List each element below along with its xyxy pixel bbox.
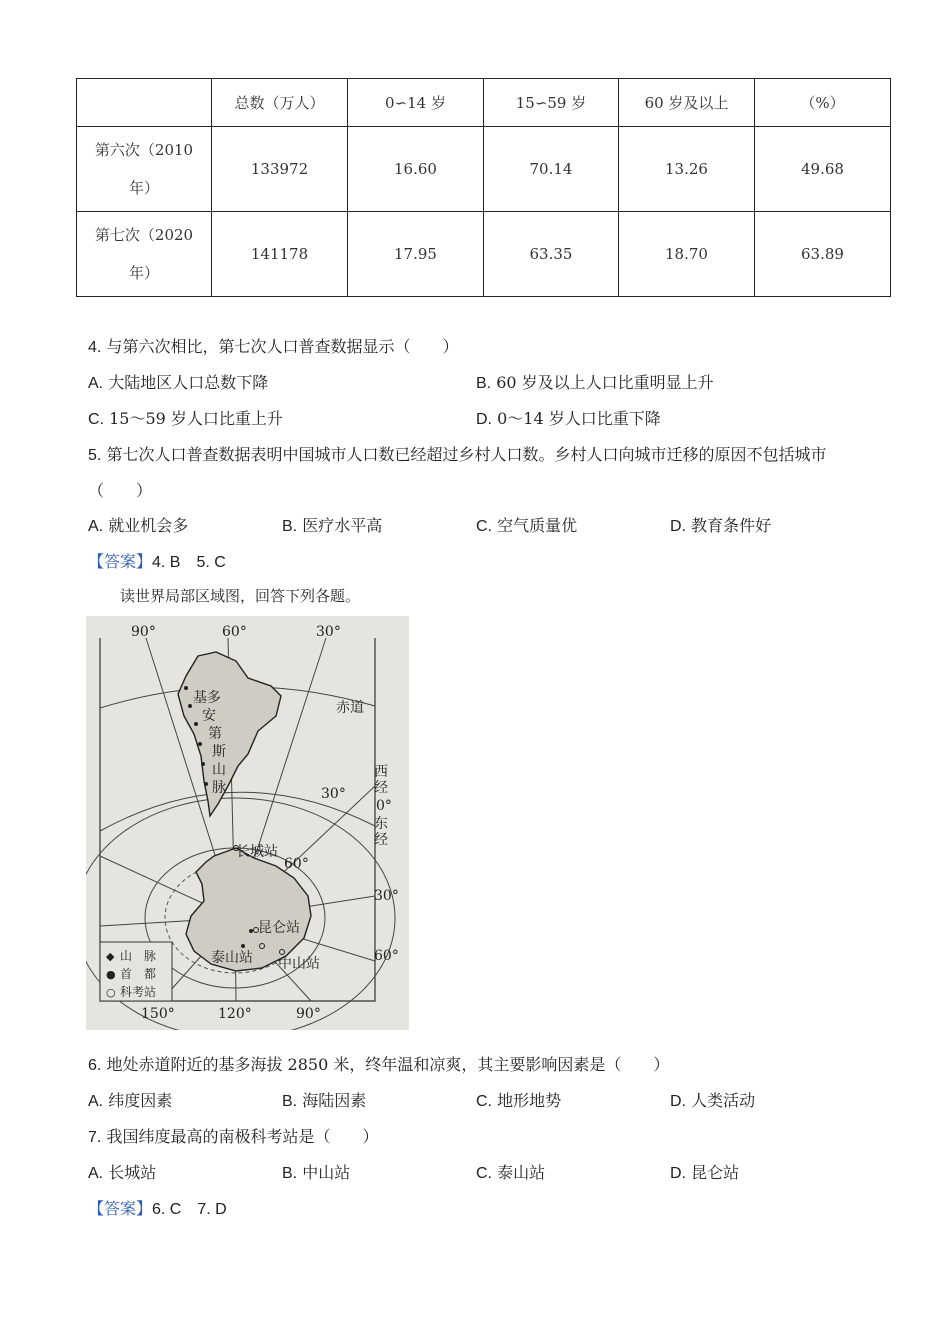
- table-row: [77, 212, 891, 297]
- table-cell: 70.14: [484, 127, 619, 212]
- table-header-row: [77, 79, 891, 127]
- legend-capital-symbol: ●: [106, 968, 116, 981]
- lat-60-label: 60°: [284, 856, 309, 872]
- q6-option-b: B. 海陆因素: [282, 1091, 367, 1110]
- label-90w: 90°: [131, 624, 156, 640]
- header-cell: 60 岁及以上: [619, 79, 755, 127]
- station-kunlun-label: 昆仑站: [258, 920, 300, 936]
- label-120e: 120°: [218, 1006, 252, 1022]
- header-cell: 总数（万人）: [212, 79, 348, 127]
- table-row: [77, 127, 891, 212]
- q6-option-d: D. 人类活动: [670, 1091, 756, 1110]
- meridian-label-3: 0°: [376, 798, 392, 814]
- table-cell: 63.89: [755, 212, 891, 297]
- question-5-stem: 5. 第七次人口普查数据表明中国城市人口数已经超过乡村人口数。乡村人口向城市迁移的原因不包括城市: [88, 445, 827, 464]
- label-90e: 90°: [296, 1006, 321, 1022]
- world-region-map: [86, 616, 409, 1030]
- legend-mountain-symbol: ◆: [106, 950, 115, 963]
- andes-label-5: 脉: [212, 780, 226, 796]
- label-30w: 30°: [316, 624, 341, 640]
- andes-label-3: 斯: [212, 744, 226, 760]
- south-america-shape: [178, 652, 281, 816]
- table-cell: 49.68: [755, 127, 891, 212]
- andes-label-1: 安: [202, 708, 216, 724]
- q7-option-c: C. 泰山站: [476, 1163, 546, 1182]
- map-intro: 读世界局部区域图，回答下列各题。: [120, 587, 361, 605]
- legend-mountain: 山 脉: [120, 949, 157, 963]
- table-cell: 133972: [212, 127, 348, 212]
- legend-station-symbol: ○: [106, 986, 116, 999]
- census-table: [76, 78, 891, 297]
- q4-option-a: A. 大陆地区人口总数下降: [88, 373, 269, 392]
- q5-option-a: A. 就业机会多: [88, 516, 189, 535]
- q7-option-d: D. 昆仑站: [670, 1163, 740, 1182]
- row-label: 第六次（2010 年）: [77, 127, 212, 212]
- table-cell: 13.26: [619, 127, 755, 212]
- map-graphic: [86, 616, 409, 1030]
- table-cell: 18.70: [619, 212, 755, 297]
- lat-30-label: 30°: [321, 786, 346, 802]
- legend-station: 科考站: [120, 985, 157, 999]
- answer-line: 【答案】6. C 7. D: [88, 1199, 227, 1218]
- meridian-label-2: 经: [374, 780, 388, 796]
- q4-option-c: C. 15～59 岁人口比重上升: [88, 409, 283, 428]
- question-5-stem-cont: （ ）: [88, 481, 153, 500]
- q6-option-a: A. 纬度因素: [88, 1091, 173, 1110]
- q5-option-b: B. 医疗水平高: [282, 516, 383, 535]
- q5-option-d: D. 教育条件好: [670, 516, 772, 535]
- meridian-label-5: 经: [374, 832, 388, 848]
- q4-option-d: D. 0～14 岁人口比重下降: [476, 409, 661, 428]
- meridian-label-1: 西: [374, 764, 388, 780]
- q5-option-c: C. 空气质量优: [476, 516, 578, 535]
- header-cell: （%）: [755, 79, 891, 127]
- answer-line: 【答案】4. B 5. C: [88, 552, 226, 571]
- legend-capital: 首 都: [120, 967, 157, 981]
- equator-label: 赤道: [336, 700, 364, 716]
- table-cell: 63.35: [484, 212, 619, 297]
- label-150e: 150°: [141, 1006, 175, 1022]
- quito-label: 基多: [193, 690, 221, 706]
- meridian-label-4: 东: [374, 816, 388, 832]
- question-7-stem: 7. 我国纬度最高的南极科考站是（ ）: [88, 1127, 379, 1146]
- header-cell: 0∽14 岁: [348, 79, 484, 127]
- andes-label-4: 山: [212, 762, 226, 778]
- label-30e: 30°: [374, 888, 399, 904]
- header-cell: [77, 79, 212, 127]
- table-cell: 141178: [212, 212, 348, 297]
- question-6-stem: 6. 地处赤道附近的基多海拔 2850 米，终年温和凉爽，其主要影响因素是（ ）: [88, 1055, 670, 1074]
- andes-label-2: 第: [208, 726, 222, 742]
- station-zhongshan-label: 中山站: [278, 956, 320, 972]
- table-cell: 17.95: [348, 212, 484, 297]
- row-label: 第七次（2020 年）: [77, 212, 212, 297]
- label-60w: 60°: [222, 624, 247, 640]
- q4-option-b: B. 60 岁及以上人口比重明显上升: [476, 373, 714, 392]
- station-changcheng-label: 长城站: [236, 844, 278, 860]
- station-taishan-label: 泰山站: [211, 950, 253, 966]
- q7-option-a: A. 长城站: [88, 1163, 157, 1182]
- header-cell: 15∽59 岁: [484, 79, 619, 127]
- table-cell: 16.60: [348, 127, 484, 212]
- q7-option-b: B. 中山站: [282, 1163, 351, 1182]
- q6-option-c: C. 地形地势: [476, 1091, 562, 1110]
- label-60e: 60°: [374, 948, 399, 964]
- question-4-stem: 4. 与第六次相比，第七次人口普查数据显示（ ）: [88, 337, 459, 356]
